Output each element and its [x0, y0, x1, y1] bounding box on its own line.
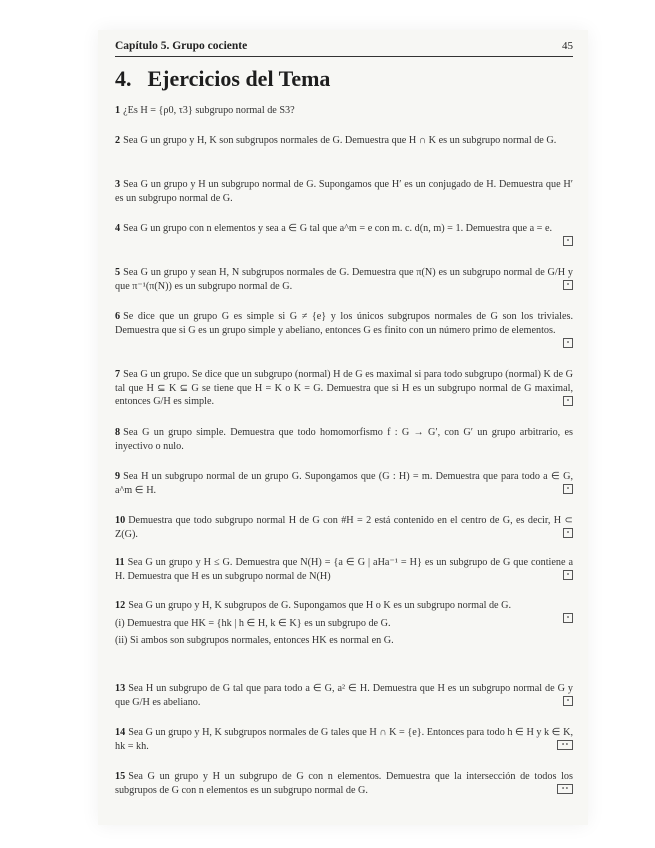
exercise-7 [115, 368, 573, 409]
exercise-text: Sea G un grupo y H, K subgrupos normales de G tales que H ∩ K = {e}. Entonces para todo h ∈ H y k ∈ K, hk = kh. [115, 727, 573, 752]
section-heading: Ejercicios del Tema [147, 66, 331, 91]
difficulty-mark: ∘ [563, 396, 573, 406]
difficulty-mark: ∘ [563, 484, 573, 494]
page-number: 45 [562, 40, 573, 52]
exercise-3 [115, 178, 573, 205]
difficulty-mark: ∘ [563, 528, 573, 538]
exercise-9 [115, 470, 573, 497]
exercise-text: Se dice que un grupo G es simple si G ≠ {e} y los únicos subgrupos normales de G son los triviales. Demuestra que si G es un grupo simple y abeliano, entonces G es finito con un número primo de elementos. [115, 311, 573, 336]
exercise-number: 14 [115, 727, 126, 738]
exercise-text: ¿Es H = {ρ0, τ3} subgrupo normal de S3? [123, 105, 295, 116]
exercise-text: Sea G un grupo simple. Demuestra que todo homomorfismo f : G → G′, con G′ un grupo arbitrario, es inyectivo o nulo. [115, 427, 573, 452]
exercise-number: 10 [115, 515, 126, 526]
exercise-number: 9 [115, 471, 121, 482]
exercise-number: 7 [115, 369, 121, 380]
exercise-text: Sea G un grupo y sean H, N subgrupos normales de G. Demuestra que π(N) es un subgrupo normal de G/H y que π⁻¹(π(N)) es un subgrupo normal de G. [115, 267, 573, 292]
exercise-5 [115, 266, 573, 293]
exercise-number: 4 [115, 223, 121, 234]
exercise-1 [115, 104, 573, 118]
chapter-title: Capítulo 5. Grupo cociente [115, 40, 248, 52]
running-header [115, 40, 573, 52]
exercise-12 [115, 599, 573, 648]
exercise-text: Demuestra que todo subgrupo normal H de G con #H = 2 está contenido en el centro de G, es decir, H ⊂ Z(G). [115, 515, 573, 540]
difficulty-mark: ∘ [563, 570, 573, 580]
exercise-number: 12 [115, 600, 126, 611]
difficulty-mark: ∘ [563, 338, 573, 348]
exercise-13 [115, 682, 573, 709]
exercise-item-ii: (ii) Si ambos son subgrupos normales, entonces HK es normal en G. [115, 635, 394, 647]
exercise-text: Sea G un grupo con n elementos y sea a ∈ G tal que a^m = e con m. c. d(n, m) = 1. Demuestra que a = e. [123, 223, 553, 234]
header-rule [115, 56, 573, 57]
difficulty-mark: ∘ [563, 613, 573, 623]
exercise-text: Sea G un grupo. Se dice que un subgrupo (normal) H de G es maximal si para todo subgrupo (normal) K de G tal que H ⊆ K ⊆ G se tiene que H = K o K = G. Demuestra que si H es un subgrupo normal de G maximal, entonces G/H es simple. [115, 369, 573, 408]
difficulty-mark: ∘ [563, 280, 573, 290]
exercise-text: Sea H un subgrupo de G tal que para todo a ∈ G, a² ∈ H. Demuestra que H es un subgrupo normal de G y que G/H es abeliano. [115, 683, 573, 708]
exercise-text: Sea G un grupo y H, K son subgrupos normales de G. Demuestra que H ∩ K es un subgrupo normal de G. [123, 135, 557, 146]
exercise-4 [115, 222, 573, 244]
exercise-8 [115, 426, 573, 453]
difficulty-mark: ∘∘ [557, 784, 573, 794]
section-number: 4. [115, 66, 132, 91]
exercise-15 [115, 770, 573, 797]
exercise-number: 15 [115, 771, 126, 782]
exercise-11 [115, 556, 573, 583]
exercise-number: 3 [115, 179, 121, 190]
exercise-2 [115, 134, 573, 148]
exercise-number: 6 [115, 311, 121, 322]
section-title [115, 66, 330, 92]
exercise-number: 11 [115, 557, 125, 568]
exercise-text: Sea G un grupo y H un subgrupo de G con n elementos. Demuestra que la intersección de todos los subgrupos de G con n elementos es un subgrupo normal de G. [115, 771, 573, 796]
exercise-text: Sea G un grupo y H ≤ G. Demuestra que N(H) = {a ∈ G | aHa⁻¹ = H} es un subgrupo de G que contiene a H. Demuestra que H es un subgrupo normal de N(H) [115, 557, 573, 582]
exercise-text: Sea G un grupo y H un subgrupo normal de G. Supongamos que H′ es un conjugado de H. Demuestra que H′ es un subgrupo normal de G. [115, 179, 573, 204]
difficulty-mark: ∘∘ [557, 740, 573, 750]
exercise-number: 8 [115, 427, 121, 438]
exercise-6 [115, 310, 573, 346]
exercise-number: 1 [115, 105, 121, 116]
exercise-number: 2 [115, 135, 121, 146]
difficulty-mark: ∘ [563, 696, 573, 706]
exercise-text: Sea G un grupo y H, K subgrupos de G. Supongamos que H o K es un subgrupo normal de G. [128, 600, 512, 611]
exercise-number: 13 [115, 683, 126, 694]
exercise-10 [115, 514, 573, 541]
exercise-14 [115, 726, 573, 753]
exercise-number: 5 [115, 267, 121, 278]
exercise-text: Sea H un subgrupo normal de un grupo G. Supongamos que (G : H) = m. Demuestra que para todo a ∈ G, a^m ∈ H. [115, 471, 573, 496]
exercise-item-i: (i) Demuestra que HK = {hk | h ∈ H, k ∈ K} es un subgrupo de G. [115, 617, 391, 629]
difficulty-mark: ∘ [563, 236, 573, 246]
